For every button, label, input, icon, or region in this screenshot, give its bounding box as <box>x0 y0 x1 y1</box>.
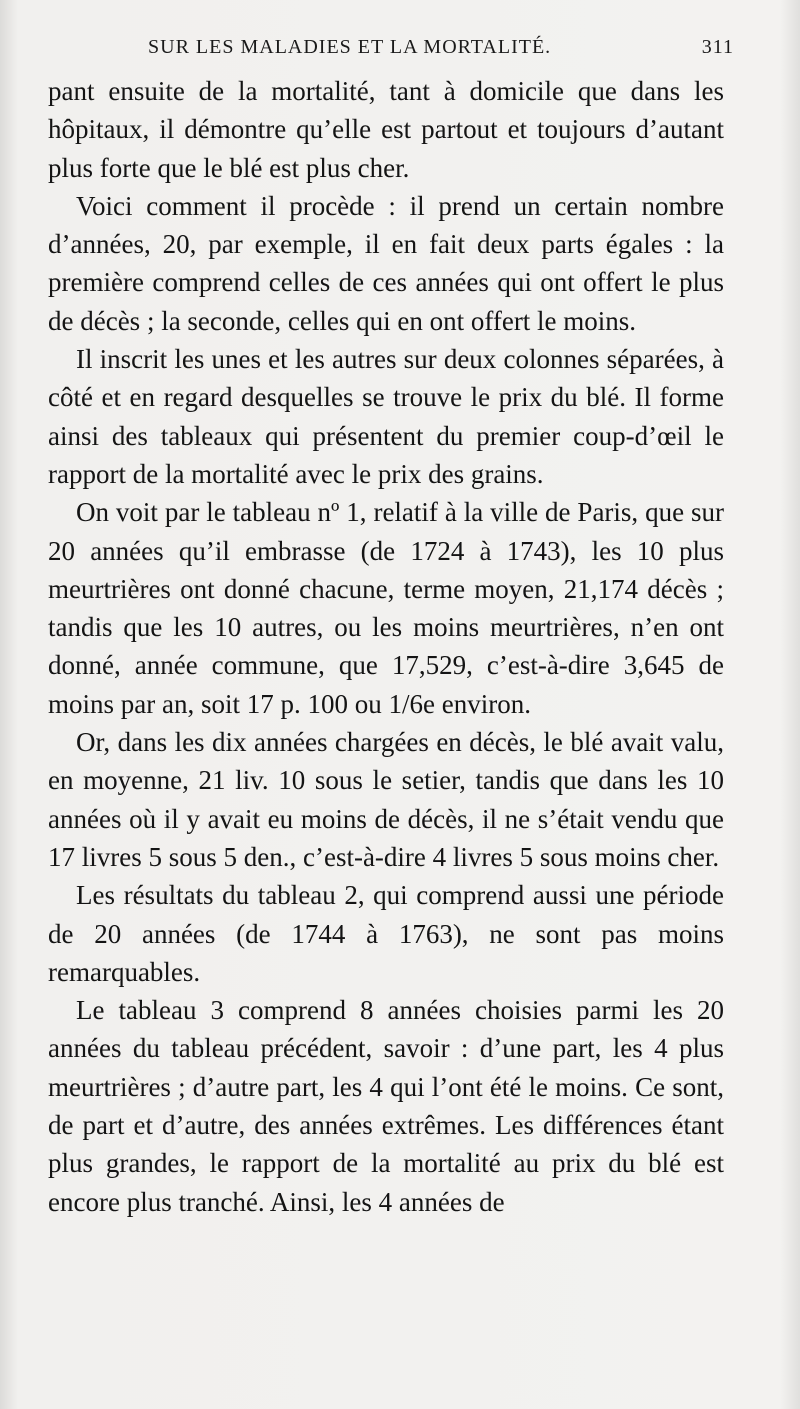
paragraph: On voit par le tableau nº 1, relatif à la ville de Paris, que sur 20 années qu’il embrasse (de 1724 à 1743), les 10 plus meurtrières ont donné chacune, terme moyen, 21,174 décès ; tandis que les 10 autres, ou les moins meurtrières, n’en ont donné, année commune, que 17,529, c’est-à-dire 3,645 de moins par an, soit 17 p. 100 ou 1/6e environ. <box>48 497 724 719</box>
paragraph: Or, dans les dix années chargées en décès, le blé avait valu, en moyenne, 21 liv. 10 sous le setier, tandis que dans les 10 années où il y avait eu moins de décès, il ne s’était vendu que 17 livres 5 sous 5 den., c’est-à-dire 4 livres 5 sous moins cher. <box>48 727 724 872</box>
paragraph: Il inscrit les unes et les autres sur deux colonnes séparées, à côté et en regard desquelles se trouve le prix du blé. Il forme ainsi des tableaux qui présentent du premier coup-d’œil le rapport de la mortalité avec le prix des grains. <box>48 344 724 489</box>
body-text <box>48 72 724 1221</box>
paragraph: Voici comment il procède : il prend un certain nombre d’années, 20, par exemple, il en fait deux parts égales : la première comprend celles de ces années qui ont offert le plus de décès ; la seconde, celles qui en ont offert le moins. <box>48 190 724 336</box>
running-title: SUR LES MALADIES ET LA MORTALITÉ. <box>148 36 552 58</box>
page-header <box>48 34 734 68</box>
paragraph: Les résultats du tableau 2, qui comprend aussi une période de 20 années (de 1744 à 1763), ne sont pas moins remarquables. <box>48 880 724 987</box>
page-number: 311 <box>701 36 734 58</box>
paragraph: Le tableau 3 comprend 8 années choisies parmi les 20 années du tableau précédent, savoir : d’une part, les 4 plus meurtrières ; d’autre part, les 4 qui l’ont été le moins. Ce sont, de part et d’autre, des années extrêmes. Les différences étant plus grandes, le rapport de la mortalité au prix du blé est encore plus tranché. Ainsi, les 4 années de <box>48 995 724 1217</box>
paragraph: pant ensuite de la mortalité, tant à domicile que dans les hôpitaux, il démontre qu’elle est partout et toujours d’autant plus forte que le blé est plus cher. <box>48 76 724 183</box>
